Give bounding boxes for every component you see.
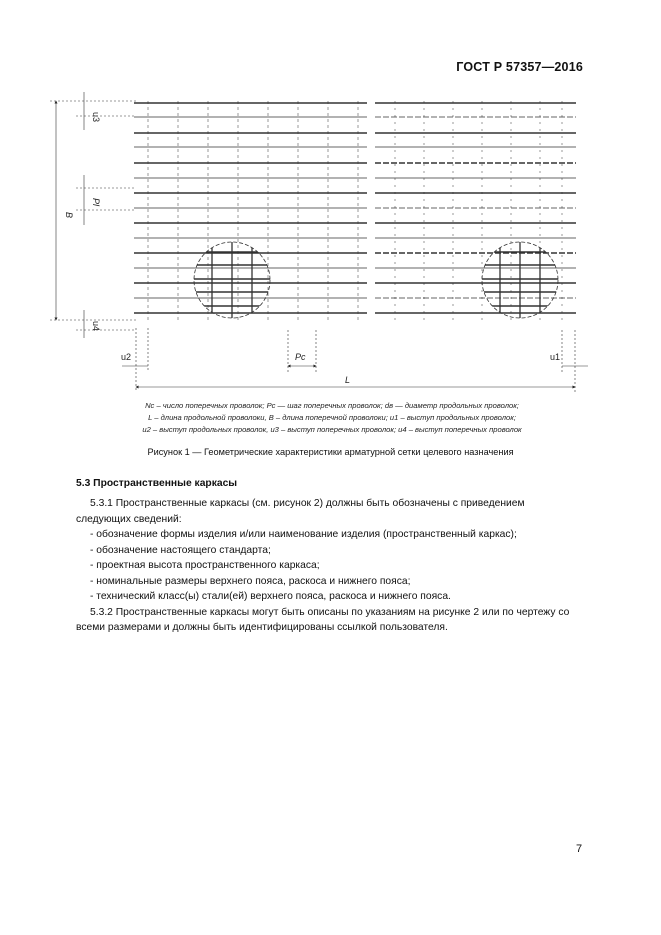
list-item: - технический класс(ы) стали(ей) верхнего пояса, раскоса и нижнего пояса. — [90, 591, 451, 602]
label-B: B — [64, 212, 74, 219]
mesh-figure — [0, 0, 661, 440]
paragraph-5-3-1: 5.3.1 Пространственные каркасы (см. рисунок 2) должны быть обозначены с приведением следующих сведений: — [76, 498, 525, 525]
legend-line-3: u2 – выступ продольных проволок, u3 – выступ поперечных проволок; u4 – выступ поперечных проволок — [142, 425, 522, 434]
legend-line-2: L – длина продольной проволоки, B – длина поперечной проволоки; u1 – выступ продольных проволок; — [148, 413, 516, 422]
wire-mesh-grid — [134, 101, 576, 320]
list-item: - проектная высота пространственного каркаса; — [90, 560, 320, 571]
dimension-lines — [50, 92, 588, 392]
document-header: ГОСТ Р 57357—2016 — [456, 60, 583, 74]
label-u3: u3 — [91, 112, 101, 123]
label-Pc: Pc — [295, 352, 306, 362]
list-item: - обозначение настоящего стандарта; — [90, 544, 271, 556]
list-item: - номинальные размеры верхнего пояса, раскоса и нижнего пояса; — [90, 575, 411, 587]
list-item: - обозначение формы изделия и/или наименование изделия (пространственный каркас); — [90, 529, 517, 540]
legend-line-1: Nc – число поперечных проволок; Pc — шаг поперечных проволок; dв — диаметр продольных проволок; — [145, 401, 519, 410]
page-number: 7 — [576, 843, 583, 855]
label-u2: u2 — [121, 352, 132, 362]
label-u4: u4 — [91, 321, 101, 332]
label-u1: u1 — [550, 352, 561, 362]
label-Pl: Pl — [91, 198, 101, 207]
label-L: L — [345, 375, 351, 385]
paragraph-5-3-2: 5.3.2 Пространственные каркасы могут быть описаны по указаниям на рисунке 2 или по чертежу со всеми размерами и должны быть идентифицированы ссылкой пользователя. — [76, 606, 570, 633]
section-body — [76, 496, 582, 636]
detail-circles — [192, 240, 560, 320]
section-title: 5.3 Пространственные каркасы — [76, 478, 238, 489]
figure-caption: Рисунок 1 — Геометрические характеристики арматурной сетки целевого назначения — [147, 447, 514, 457]
